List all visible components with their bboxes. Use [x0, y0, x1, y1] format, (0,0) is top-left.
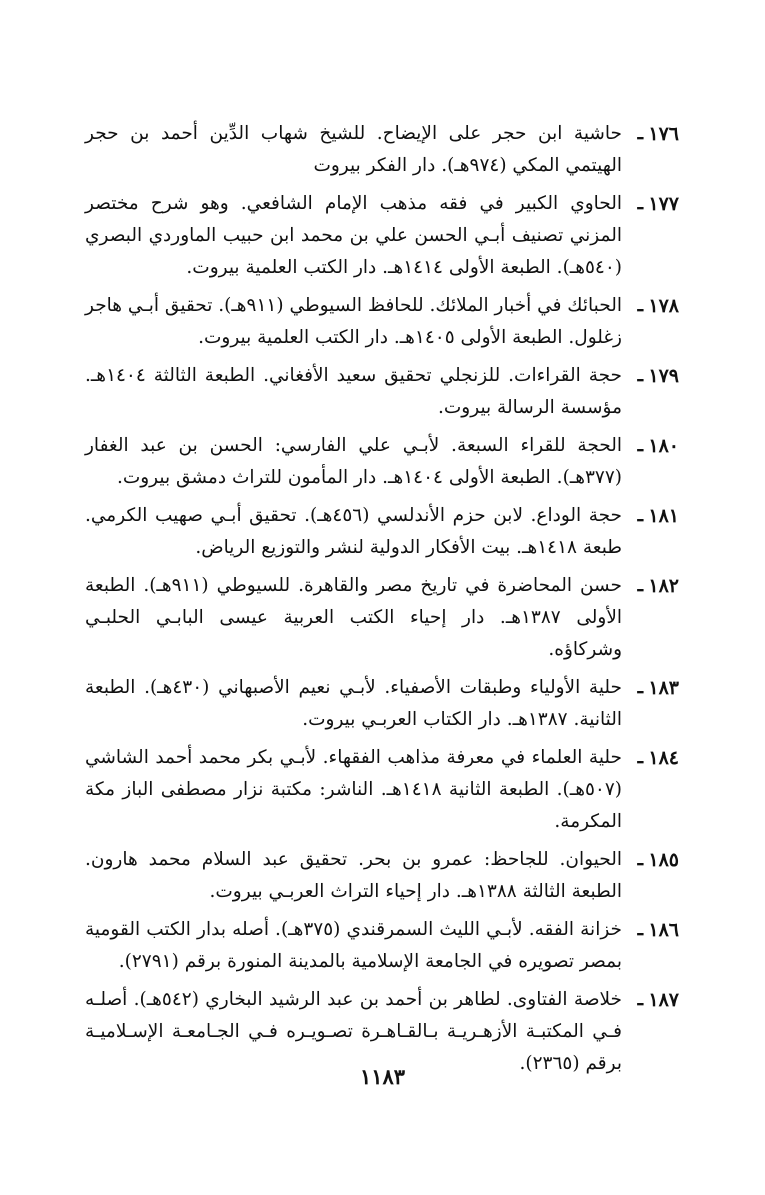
entry-dash: ـ [637, 919, 643, 940]
entry-number: ١٨١ [648, 505, 679, 527]
entry-number: ١٧٨ [648, 295, 679, 317]
entry-dash: ـ [637, 435, 643, 456]
entry-number: ١٨٦ [648, 919, 679, 941]
entry-number: ١٨٠ [648, 435, 679, 457]
entry-number: ١٧٧ [648, 193, 679, 215]
bibliography-entry [0, 430, 765, 494]
entry-dash: ـ [637, 989, 643, 1010]
entry-text: حلية العلماء في معرفة مذاهب الفقهاء. لأبـي بكر محمد أحمد الشاشي (٥٠٧هـ). الطبعة الثانية ١٤١٨هـ. الناشر: مكتبة نزار مصطفى الباز مكة المكرمة. [85, 747, 622, 832]
entry-dash: ـ [637, 747, 643, 768]
entry-dash: ـ [637, 505, 643, 526]
bibliography-entry [0, 118, 765, 182]
entry-number: ١٨٥ [648, 849, 679, 871]
entry-text: حسن المحاضرة في تاريخ مصر والقاهرة. للسيوطي (٩١١هـ). الطبعة الأولى ١٣٨٧هـ. دار إحياء الكتب العربية عيسى البابـي الحلبـي وشركاؤه. [85, 575, 623, 660]
entry-text: الحاوي الكبير في فقه مذهب الإمام الشافعي. وهو شرح مختصر المزني تصنيف أبـي الحسن علي بن محمد ابن حبيب الماوردي البصري (٥٤٠هـ). الطبعة الأولى ١٤١٤هـ. دار الكتب العلمية بيروت. [85, 193, 622, 278]
entry-number: ١٨٢ [648, 575, 679, 597]
entry-number: ١٨٣ [648, 677, 679, 699]
bibliography-entry [0, 672, 765, 736]
entry-text: حلية الأولياء وطبقات الأصفياء. لأبـي نعيم الأصبهاني (٤٣٠هـ). الطبعة الثانية. ١٣٨٧هـ. دار الكتاب العربـي بيروت. [85, 677, 622, 730]
bibliography-entry [0, 570, 765, 666]
entry-text: حجة القراءات. للزنجلي تحقيق سعيد الأفغاني. الطبعة الثالثة ١٤٠٤هـ. مؤسسة الرسالة بيروت. [85, 365, 622, 418]
entry-text: خزانة الفقه. لأبـي الليث السمرقندي (٣٧٥هـ). أصله بدار الكتب القومية بمصر تصويره في الجامعة الإسلامية بالمدينة المنورة برقم (٢٧٩١). [85, 919, 622, 972]
entry-number: ١٧٩ [648, 365, 679, 387]
entry-dash: ـ [637, 295, 643, 316]
page-body [0, 118, 765, 1086]
entry-dash: ـ [637, 575, 643, 596]
entry-text: خلاصة الفتاوى. لطاهر بن أحمد بن عبد الرشيد البخاري (٥٤٢هـ). أصلـه فـي المكتبـة الأزهـريـة بـالقـاهـرة تصـويـره فـي الجـامعـة الإسـلاميـة برقم (٢٣٦٥). [85, 989, 622, 1074]
entry-text: الحيوان. للجاحظ: عمرو بن بحر. تحقيق عبد السلام محمد هارون. الطبعة الثالثة ١٣٨٨هـ. دار إحياء التراث العربـي بيروت. [85, 849, 622, 902]
entry-dash: ـ [637, 677, 643, 698]
bibliography-entry [0, 500, 765, 564]
bibliography-entry [0, 742, 765, 838]
entry-text: الحبائك في أخبار الملائك. للحافظ السيوطي (٩١١هـ). تحقيق أبـي هاجر زغلول. الطبعة الأولى ١٤٠٥هـ. دار الكتب العلمية بيروت. [85, 295, 622, 348]
entry-dash: ـ [637, 123, 643, 144]
entry-text: حجة الوداع. لابن حزم الأندلسي (٤٥٦هـ). تحقيق أبـي صهيب الكرمي. طبعة ١٤١٨هـ. بيت الأفكار الدولية لنشر والتوزيع الرياض. [85, 505, 622, 558]
entry-number: ١٧٦ [648, 123, 679, 145]
entry-text: الحجة للقراء السبعة. لأبـي علي الفارسي: الحسن بن عبد الغفار (٣٧٧هـ). الطبعة الأولى ١٤٠٤هـ. دار المأمون للتراث دمشق بيروت. [85, 435, 622, 488]
bibliography-entry [0, 844, 765, 908]
bibliography-entry [0, 290, 765, 354]
page-number: ١١٨٣ [359, 1064, 406, 1089]
bibliography-entry [0, 360, 765, 424]
entry-number: ١٨٧ [648, 989, 679, 1011]
bibliography-entry [0, 188, 765, 284]
entry-dash: ـ [637, 193, 643, 214]
entry-dash: ـ [637, 849, 643, 870]
entry-dash: ـ [637, 365, 643, 386]
bibliography-entry [0, 914, 765, 978]
entry-number: ١٨٤ [648, 747, 679, 769]
bibliography-list [0, 118, 765, 1080]
entry-text: حاشية ابن حجر على الإيضاح. للشيخ شهاب الدِّين أحمد بن حجر الهيتمي المكي (٩٧٤هـ). دار الفكر بيروت [85, 123, 622, 176]
